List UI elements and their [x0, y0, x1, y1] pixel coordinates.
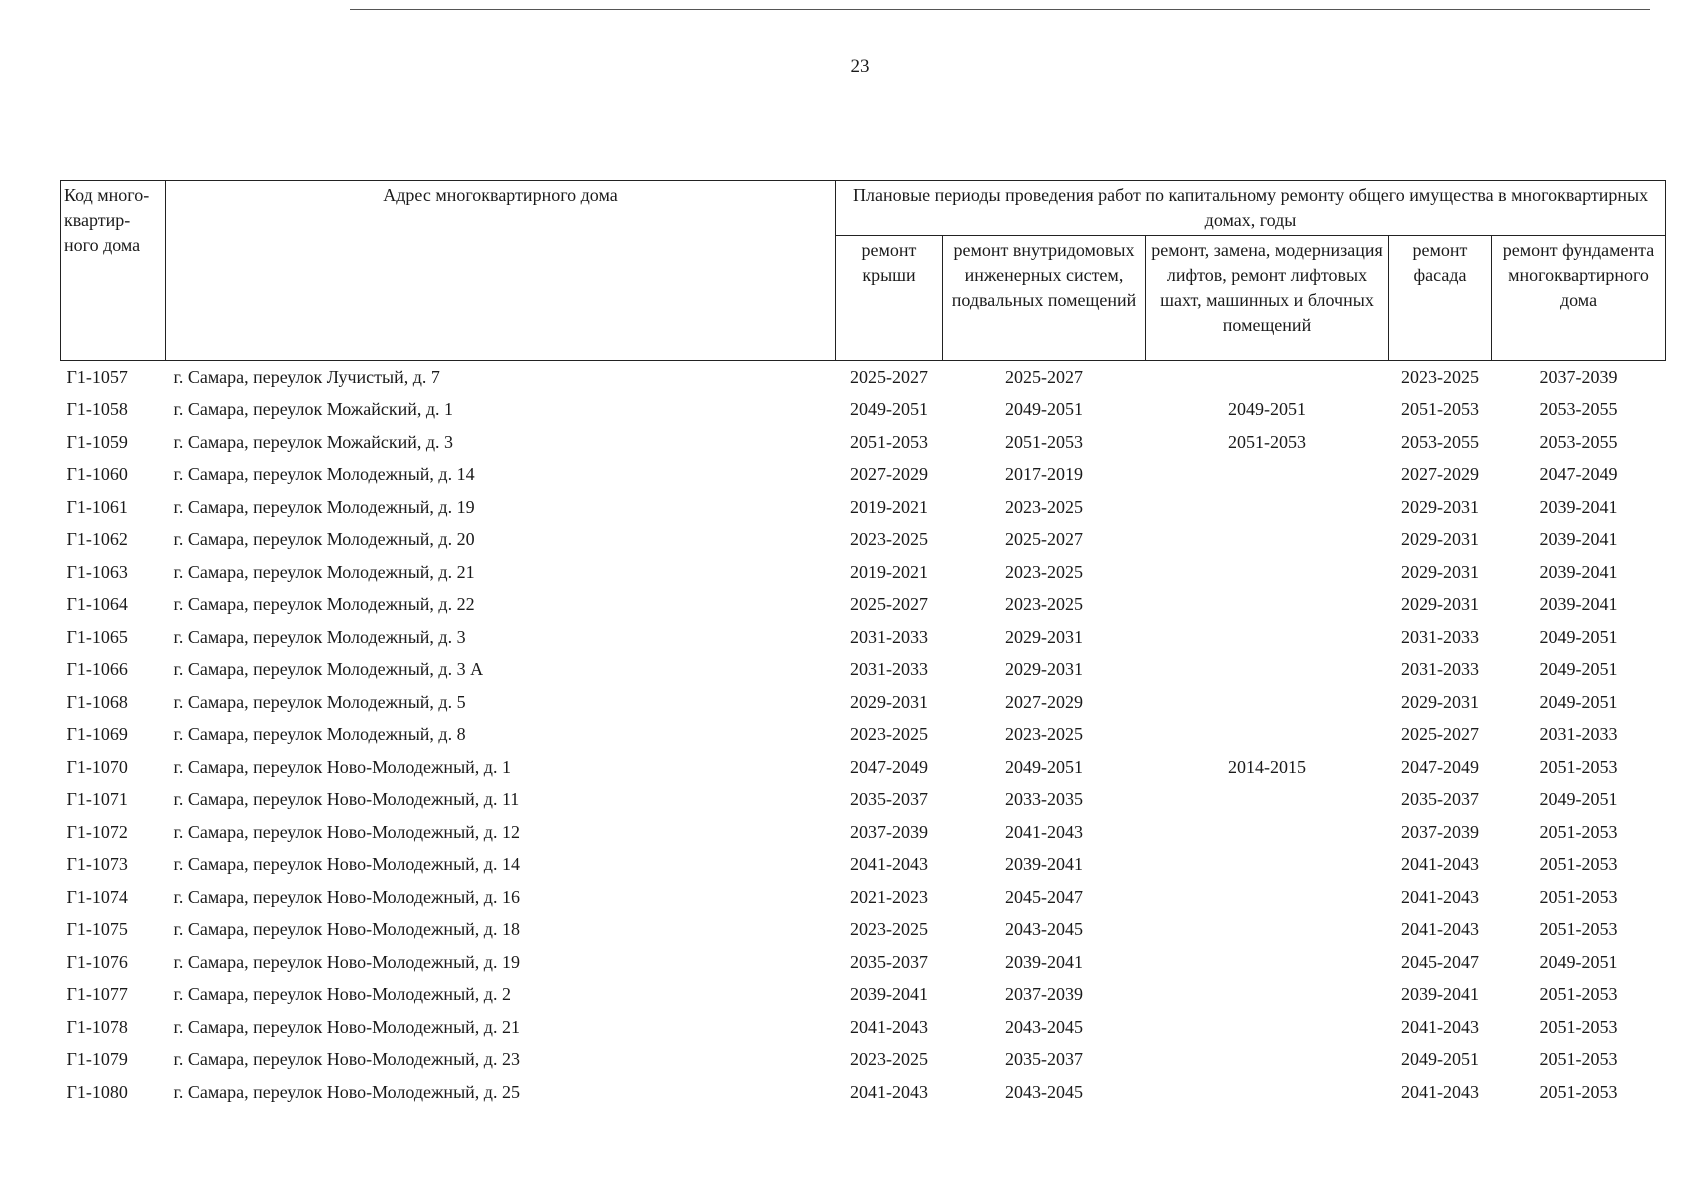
table-header: [61, 181, 1666, 361]
cell-engineering: 2037-2039: [1005, 984, 1083, 1005]
cell-roof: 2041-2043: [850, 1016, 928, 1037]
cell-code: Г1-1059: [66, 431, 128, 452]
table-row: [61, 394, 1666, 427]
cell-code: Г1-1062: [66, 529, 128, 550]
cell-code: Г1-1060: [66, 464, 128, 485]
cell-engineering: 2023-2025: [1005, 724, 1083, 745]
cell-code: Г1-1057: [61, 361, 166, 394]
cell-engineering: 2023-2025: [1005, 561, 1083, 582]
cell-facade: 2029-2031: [1401, 561, 1479, 582]
table-row: [61, 784, 1666, 817]
cell-elevators: [1146, 1044, 1389, 1077]
table-row: [61, 751, 1666, 784]
cell-engineering: 2025-2027: [943, 361, 1146, 394]
table-row: [61, 946, 1666, 979]
cell-foundation: 2051-2053: [1539, 886, 1618, 907]
cell-address: г. Самара, переулок Молодежный, д. 21: [173, 561, 475, 582]
cell-roof: 2035-2037: [850, 789, 928, 810]
cell-foundation: 2051-2053: [1539, 1016, 1618, 1037]
cell-facade: 2029-2031: [1401, 496, 1479, 517]
cell-code: Г1-1074: [66, 886, 128, 907]
cell-code: Г1-1071: [66, 789, 128, 810]
cell-code: Г1-1079: [66, 1049, 128, 1070]
cell-engineering: 2039-2041: [1005, 854, 1083, 875]
table-row: [61, 621, 1666, 654]
cell-roof: 2035-2037: [850, 951, 928, 972]
cell-address: г. Самара, переулок Ново-Молодежный, д. 12: [173, 821, 520, 842]
cell-roof: 2019-2021: [850, 496, 928, 517]
cell-facade: 2041-2043: [1401, 919, 1479, 940]
cell-elevators: [1146, 361, 1389, 394]
table-row: [61, 589, 1666, 622]
cell-roof: 2029-2031: [850, 691, 928, 712]
cell-foundation: 2039-2041: [1539, 561, 1618, 582]
cell-code: Г1-1069: [66, 724, 128, 745]
cell-roof: 2037-2039: [850, 821, 928, 842]
capital-repair-table: [60, 180, 1666, 1109]
cell-foundation: 2039-2041: [1539, 529, 1618, 550]
cell-engineering: 2041-2043: [1005, 821, 1083, 842]
table-row: [61, 686, 1666, 719]
cell-code: Г1-1076: [66, 951, 128, 972]
cell-code: Г1-1075: [66, 919, 128, 940]
table-row: [61, 491, 1666, 524]
cell-address: г. Самара, переулок Лучистый, д. 7: [166, 361, 836, 394]
cell-address: г. Самара, переулок Молодежный, д. 8: [173, 724, 466, 745]
table-row: [61, 849, 1666, 882]
cell-foundation: 2051-2053: [1539, 756, 1618, 777]
cell-foundation: 2037-2039: [1492, 361, 1666, 394]
cell-code: Г1-1073: [66, 854, 128, 875]
cell-elevators: [1146, 491, 1389, 524]
cell-engineering: 2025-2027: [1005, 529, 1083, 550]
cell-elevators: [1146, 556, 1389, 589]
header-address: Адрес многоквартирного дома: [166, 181, 836, 361]
cell-facade: 2025-2027: [1401, 724, 1479, 745]
cell-elevators: [1146, 719, 1389, 752]
cell-elevators: 2051-2053: [1228, 431, 1306, 452]
cell-elevators: [1146, 1011, 1389, 1044]
cell-foundation: 2051-2053: [1539, 1049, 1618, 1070]
cell-roof: 2039-2041: [850, 984, 928, 1005]
cell-code: Г1-1080: [66, 1081, 128, 1102]
cell-facade: 2031-2033: [1401, 659, 1479, 680]
cell-address: г. Самара, переулок Ново-Молодежный, д. 16: [173, 886, 520, 907]
cell-address: г. Самара, переулок Ново-Молодежный, д. 11: [173, 789, 520, 810]
header-code: Код много-квартир-ного дома: [61, 181, 166, 361]
cell-engineering: 2033-2035: [1005, 789, 1083, 810]
cell-engineering: 2029-2031: [1005, 626, 1083, 647]
top-rule: [350, 9, 1650, 10]
cell-code: Г1-1058: [66, 399, 128, 420]
cell-engineering: 2043-2045: [1005, 1081, 1083, 1102]
cell-elevators: [1146, 784, 1389, 817]
cell-engineering: 2043-2045: [1005, 919, 1083, 940]
table-row: [61, 524, 1666, 557]
cell-code: Г1-1072: [66, 821, 128, 842]
cell-code: Г1-1070: [66, 756, 128, 777]
cell-foundation: 2053-2055: [1539, 431, 1618, 452]
table-row: [61, 1044, 1666, 1077]
cell-facade: 2041-2043: [1401, 854, 1479, 875]
cell-roof: 2021-2023: [850, 886, 928, 907]
cell-address: г. Самара, переулок Молодежный, д. 3 А: [173, 659, 484, 680]
cell-facade: 2041-2043: [1401, 1081, 1479, 1102]
cell-facade: 2041-2043: [1401, 1016, 1479, 1037]
table-row: [61, 816, 1666, 849]
cell-roof: 2025-2027: [836, 361, 943, 394]
cell-address: г. Самара, переулок Ново-Молодежный, д. 23: [173, 1049, 520, 1070]
cell-code: Г1-1066: [66, 659, 128, 680]
cell-address: г. Самара, переулок Молодежный, д. 14: [173, 464, 475, 485]
cell-foundation: 2051-2053: [1539, 919, 1618, 940]
cell-roof: 2051-2053: [850, 431, 928, 452]
table-row: [61, 881, 1666, 914]
cell-address: г. Самара, переулок Можайский, д. 1: [173, 399, 454, 420]
cell-code: Г1-1078: [66, 1016, 128, 1037]
cell-facade: 2047-2049: [1401, 756, 1479, 777]
cell-roof: 2041-2043: [850, 1081, 928, 1102]
table-row: [61, 914, 1666, 947]
cell-engineering: 2049-2051: [1005, 399, 1083, 420]
cell-address: г. Самара, переулок Молодежный, д. 5: [173, 691, 466, 712]
cell-facade: 2041-2043: [1401, 886, 1479, 907]
cell-elevators: [1146, 654, 1389, 687]
cell-foundation: 2053-2055: [1539, 399, 1618, 420]
cell-address: г. Самара, переулок Ново-Молодежный, д. 25: [173, 1081, 520, 1102]
cell-foundation: 2047-2049: [1539, 464, 1618, 485]
cell-foundation: 2049-2051: [1539, 626, 1618, 647]
cell-elevators: [1146, 589, 1389, 622]
table-row: [61, 719, 1666, 752]
header-engineering: ремонт внутридомовых инженерных систем, подвальных помещений: [943, 236, 1146, 361]
cell-roof: 2023-2025: [850, 724, 928, 745]
cell-address: г. Самара, переулок Молодежный, д. 20: [173, 529, 475, 550]
cell-elevators: [1146, 686, 1389, 719]
cell-facade: 2029-2031: [1401, 691, 1479, 712]
table-row: [61, 979, 1666, 1012]
cell-elevators: [1146, 459, 1389, 492]
cell-facade: 2023-2025: [1389, 361, 1492, 394]
cell-address: г. Самара, переулок Молодежный, д. 3: [173, 626, 466, 647]
header-facade: ремонт фасада: [1389, 236, 1492, 361]
cell-foundation: 2049-2051: [1539, 789, 1618, 810]
cell-address: г. Самара, переулок Ново-Молодежный, д. 19: [173, 951, 520, 972]
cell-address: г. Самара, переулок Ново-Молодежный, д. 14: [173, 854, 520, 875]
cell-roof: 2049-2051: [850, 399, 928, 420]
table-row: [61, 1076, 1666, 1109]
cell-address: г. Самара, переулок Ново-Молодежный, д. 18: [173, 919, 520, 940]
header-elevators: ремонт, замена, модернизация лифтов, ремонт лифтовых шахт, машинных и блочных помещений: [1146, 236, 1389, 361]
cell-facade: 2035-2037: [1401, 789, 1479, 810]
cell-facade: 2029-2031: [1401, 594, 1479, 615]
cell-facade: 2039-2041: [1401, 984, 1479, 1005]
cell-roof: 2041-2043: [850, 854, 928, 875]
table-row: [61, 1011, 1666, 1044]
cell-engineering: 2023-2025: [1005, 496, 1083, 517]
cell-code: Г1-1077: [66, 984, 128, 1005]
cell-facade: 2027-2029: [1401, 464, 1479, 485]
cell-engineering: 2017-2019: [1005, 464, 1083, 485]
cell-roof: 2023-2025: [850, 919, 928, 940]
cell-address: г. Самара, переулок Ново-Молодежный, д. 2: [173, 984, 511, 1005]
table-row: [61, 426, 1666, 459]
cell-facade: 2031-2033: [1401, 626, 1479, 647]
cell-address: г. Самара, переулок Можайский, д. 3: [173, 431, 454, 452]
header-foundation: ремонт фундамента многоквартирного дома: [1492, 236, 1666, 361]
cell-roof: 2023-2025: [850, 529, 928, 550]
cell-engineering: 2043-2045: [1005, 1016, 1083, 1037]
cell-engineering: 2039-2041: [1005, 951, 1083, 972]
cell-foundation: 2051-2053: [1539, 854, 1618, 875]
cell-foundation: 2049-2051: [1539, 659, 1618, 680]
table-row: [61, 361, 1666, 394]
cell-roof: 2023-2025: [850, 1049, 928, 1070]
cell-roof: 2031-2033: [850, 659, 928, 680]
header-planned-periods: Плановые периоды проведения работ по капитальному ремонту общего имущества в многоквартирных домах, годы: [836, 181, 1666, 236]
cell-facade: 2029-2031: [1401, 529, 1479, 550]
cell-elevators: 2014-2015: [1228, 756, 1306, 777]
cell-roof: 2025-2027: [850, 594, 928, 615]
table-body: [61, 361, 1666, 1109]
cell-foundation: 2049-2051: [1539, 691, 1618, 712]
cell-elevators: [1146, 914, 1389, 947]
table-row: [61, 556, 1666, 589]
cell-code: Г1-1063: [66, 561, 128, 582]
cell-foundation: 2051-2053: [1539, 1081, 1618, 1102]
cell-elevators: [1146, 979, 1389, 1012]
table-row: [61, 459, 1666, 492]
cell-engineering: 2027-2029: [1005, 691, 1083, 712]
cell-roof: 2027-2029: [850, 464, 928, 485]
cell-address: г. Самара, переулок Молодежный, д. 19: [173, 496, 475, 517]
cell-elevators: [1146, 849, 1389, 882]
cell-elevators: [1146, 946, 1389, 979]
cell-facade: 2051-2053: [1401, 399, 1479, 420]
cell-facade: 2037-2039: [1401, 821, 1479, 842]
cell-roof: 2031-2033: [850, 626, 928, 647]
cell-address: г. Самара, переулок Молодежный, д. 22: [173, 594, 475, 615]
cell-foundation: 2049-2051: [1539, 951, 1618, 972]
cell-elevators: [1146, 881, 1389, 914]
cell-code: Г1-1065: [66, 626, 128, 647]
cell-elevators: 2049-2051: [1228, 399, 1306, 420]
cell-elevators: [1146, 816, 1389, 849]
table-row: [61, 654, 1666, 687]
cell-foundation: 2051-2053: [1539, 821, 1618, 842]
cell-code: Г1-1064: [66, 594, 128, 615]
page-number: 23: [850, 56, 870, 77]
cell-facade: 2045-2047: [1401, 951, 1479, 972]
cell-elevators: [1146, 1076, 1389, 1109]
cell-engineering: 2051-2053: [1005, 431, 1083, 452]
cell-roof: 2047-2049: [850, 756, 928, 777]
cell-elevators: [1146, 621, 1389, 654]
header-roof: ремонт крыши: [836, 236, 943, 361]
cell-code: Г1-1061: [66, 496, 128, 517]
cell-code: Г1-1068: [66, 691, 128, 712]
cell-address: г. Самара, переулок Ново-Молодежный, д. 1: [173, 756, 511, 777]
cell-elevators: [1146, 524, 1389, 557]
cell-engineering: 2023-2025: [1005, 594, 1083, 615]
cell-foundation: 2031-2033: [1539, 724, 1618, 745]
cell-facade: 2053-2055: [1401, 431, 1479, 452]
cell-engineering: 2035-2037: [1005, 1049, 1083, 1070]
cell-address: г. Самара, переулок Ново-Молодежный, д. 21: [173, 1016, 520, 1037]
cell-foundation: 2051-2053: [1539, 984, 1618, 1005]
cell-roof: 2019-2021: [850, 561, 928, 582]
cell-engineering: 2045-2047: [1005, 886, 1083, 907]
cell-engineering: 2049-2051: [1005, 756, 1083, 777]
cell-facade: 2049-2051: [1401, 1049, 1479, 1070]
cell-engineering: 2029-2031: [1005, 659, 1083, 680]
cell-foundation: 2039-2041: [1539, 594, 1618, 615]
cell-foundation: 2039-2041: [1539, 496, 1618, 517]
